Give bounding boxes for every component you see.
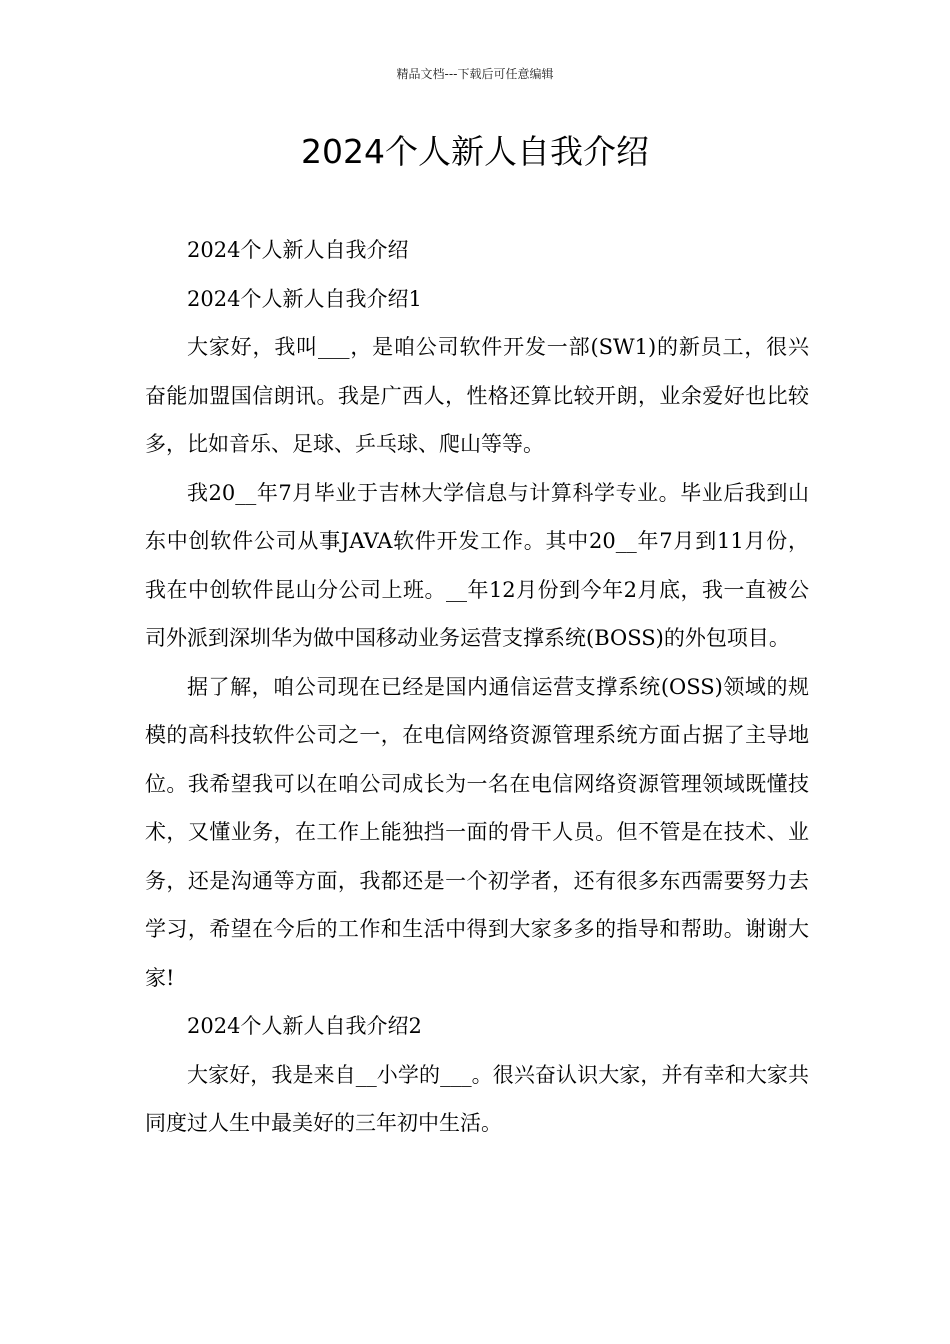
body-paragraph: 据了解，咱公司现在已经是国内通信运营支撑系统(OSS)领域的规模的高科技软件公司之一，在电信网络资源管理系统方面占据了主导地位。我希望我可以在咱公司成长为一名在电信网络资源管理领域既懂技术，又懂业务，在工作上能独挡一面的骨干人员。但不管是在技术、业务，还是沟通等方面，我都还是一个初学者，还有很多东西需要努力去学习，希望在今后的工作和生活中得到大家多多的指导和帮助。谢谢大家! [145, 674, 809, 990]
section-heading-2: 2024个人新人自我介绍2 [187, 1014, 422, 1038]
section-heading-1: 2024个人新人自我介绍1 [187, 286, 422, 311]
document-body [145, 226, 809, 1148]
body-paragraph: 大家好，我叫___，是咱公司软件开发一部(SW1)的新员工，很兴奋能加盟国信朗讯。我是广西人，性格还算比较开朗，业余爱好也比较多，比如音乐、足球、乒乓球、爬山等等。 [145, 335, 809, 456]
header-note: 精品文档---下载后可任意编辑 [396, 67, 554, 81]
subtitle-paragraph: 2024个人新人自我介绍 [187, 238, 409, 262]
body-paragraph: 大家好，我是来自__小学的___。很兴奋认识大家，并有幸和大家共同度过人生中最美好的三年初中生活。 [145, 1062, 809, 1135]
document-title: 2024个人新人自我介绍 [301, 132, 649, 171]
body-paragraph: 我20__年7月毕业于吉林大学信息与计算科学专业。毕业后我到山东中创软件公司从事JAVA软件开发工作。其中20__年7月到11月份，我在中创软件昆山分公司上班。__年12月份到今年2月底，我一直被公司外派到深圳华为做中国移动业务运营支撑系统(BOSS)的外包项目。 [145, 480, 809, 650]
